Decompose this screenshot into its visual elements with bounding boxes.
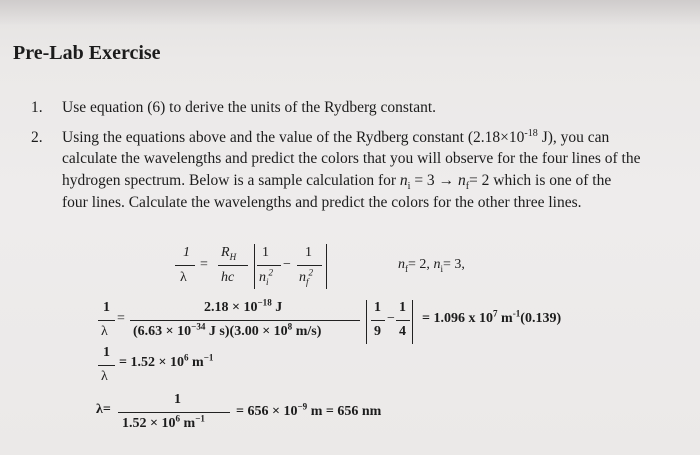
bleed-through-text (0, 0, 700, 26)
question-2-line-1: Using the equations above and the value of the Rydberg constant ($2.18\times 10^{-18}$ J), you can (62, 127, 610, 146)
page-title: Pre-Lab Exercise (13, 42, 161, 64)
question-2-line-2: calculate the wavelengths and predict the colors that you will observe for the four lines of the (62, 150, 641, 167)
step-1-result: = 1.096 x $10^7$ $m^{-1}(0.139)$ (422, 308, 562, 326)
question-2-line-3: hydrogen spectrum. Below is a sample calculation for $n_i = 3 \to n_f= 2$ which is one of the (62, 172, 612, 193)
question-1-text: Use equation (6) to derive the units of the Rydberg constant. (62, 99, 437, 116)
question-2-line-4: four lines. Calculate the wavelengths and predict the colors for the other three lines. (62, 194, 582, 211)
state-values: $n_f= 2$, $n_i= 3$, (398, 257, 465, 274)
question-2-number: 2. (31, 129, 43, 146)
final-wavelength: = $656 \times 10^{-9}$ m = 656 nm (236, 401, 382, 419)
question-1-number: 1. (31, 99, 43, 116)
